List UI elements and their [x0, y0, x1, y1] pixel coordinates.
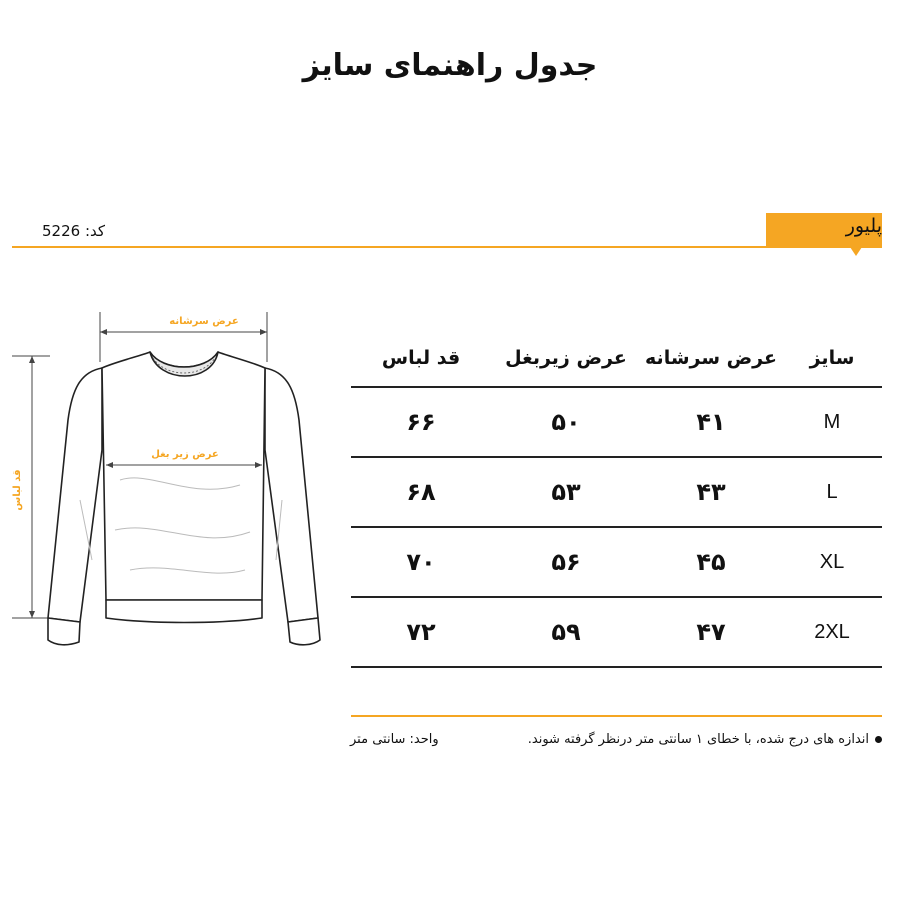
header-length: قد لباس	[381, 347, 461, 369]
length-dimension-label: قد لباس	[12, 469, 23, 511]
shoulder-value: ۴۳	[696, 478, 726, 506]
header-chest-width: عرض زیربغل	[505, 347, 627, 369]
size-value: M	[823, 410, 841, 433]
size-value: XL	[819, 550, 845, 573]
page-title: جدول راهنمای سایز	[302, 48, 598, 83]
tolerance-note-text: اندازه های درج شده، با خطای ۱ سانتی متر درنظر گرفته شوند.	[527, 732, 869, 747]
size-value: 2XL	[814, 620, 850, 643]
tolerance-note	[528, 732, 882, 747]
shoulder-value: ۴۱	[696, 408, 726, 436]
size-table	[351, 330, 882, 668]
table-row	[351, 528, 882, 598]
sweater-diagram	[0, 300, 350, 660]
table-header-row	[351, 330, 882, 388]
length-value: ۷۰	[406, 548, 436, 576]
product-name: پلیور	[845, 215, 882, 237]
table-row	[351, 458, 882, 528]
header-size: سایز	[809, 347, 855, 369]
length-value: ۶۸	[406, 478, 436, 506]
chest-value: ۵۹	[551, 618, 581, 646]
length-value: ۶۶	[406, 408, 436, 436]
product-tag-pointer	[850, 247, 862, 256]
length-value: ۷۲	[406, 618, 436, 646]
unit-label: واحد: سانتی متر	[350, 732, 439, 747]
chest-value: ۵۶	[551, 548, 581, 576]
table-row	[351, 388, 882, 458]
shoulder-dimension-label: عرض سرشانه	[169, 316, 239, 327]
header-shoulder-width: عرض سرشانه	[645, 347, 777, 369]
chest-dimension-label: عرض زیر بغل	[151, 449, 219, 460]
shoulder-value: ۴۵	[696, 548, 726, 576]
header-divider	[12, 246, 882, 248]
size-value: L	[826, 480, 838, 503]
product-code: کد: 5226	[42, 222, 106, 240]
footer-divider	[351, 715, 882, 717]
chest-value: ۵۰	[551, 408, 581, 436]
bullet-icon	[875, 736, 882, 743]
chest-value: ۵۳	[551, 478, 581, 506]
table-row	[351, 598, 882, 668]
shoulder-value: ۴۷	[696, 618, 726, 646]
